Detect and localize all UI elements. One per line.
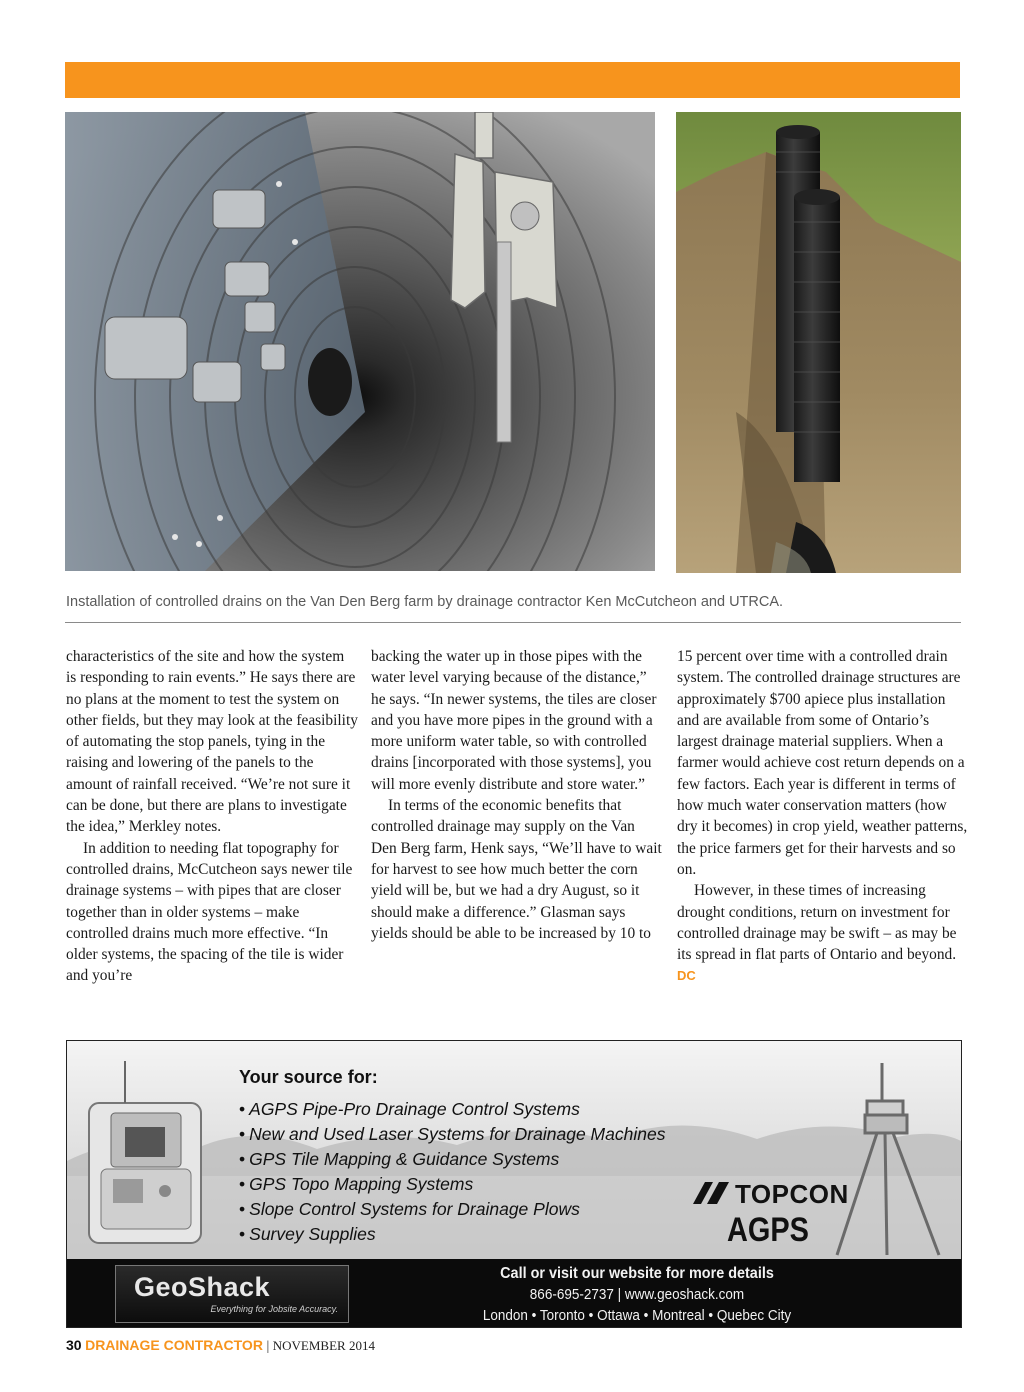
bullet: •: [239, 1174, 246, 1194]
caption-divider: [65, 622, 961, 623]
page-footer: [66, 1337, 375, 1355]
ad-contact-info: [447, 1263, 827, 1326]
photo-trench-pipes: [676, 112, 961, 573]
article-column-1: [66, 646, 358, 987]
contact-locations: London • Toronto • Ottawa • Montreal • Quebec City: [482, 1307, 792, 1324]
ad-service-label: GPS Tile Mapping & Guidance Systems: [249, 1149, 560, 1169]
ad-contact-bar: [67, 1259, 961, 1327]
issue-date: NOVEMBER 2014: [272, 1338, 375, 1353]
article-paragraph: 15 percent over time with a controlled drain system. The controlled drainage structures are approximately $700 apiece plus installation and are available from some of Ontario’s largest drainage material suppliers. When a farmer would achieve cost return depends on a few factors. Each year is different in terms of how much water conservation matters (how dry it becomes) in crop yield, weather patterns, the price farmers get for their harvests and so on.: [677, 648, 968, 878]
page-number: 30: [66, 1337, 82, 1353]
article-column-2: [371, 646, 663, 944]
footer-separator: |: [266, 1339, 270, 1354]
bullet: •: [239, 1149, 246, 1169]
geoshack-logo: [115, 1265, 349, 1323]
ad-service-label: New and Used Laser Systems for Drainage Machines: [249, 1124, 666, 1144]
ad-service-item: [239, 1097, 665, 1122]
ad-service-label: AGPS Pipe-Pro Drainage Control Systems: [249, 1099, 580, 1119]
article-paragraph: characteristics of the site and how the system is responding to rain events.” He says there are no plans at the moment to test the system on other fields, but they may look at the feasibility of automating the stop panels, tying in the raising and lowering of the panels to the amount of rainfall received. “We’re not sure it can be done, but there are plans to investigate the idea,” Merkley notes.: [66, 648, 358, 836]
ad-service-item: [239, 1222, 665, 1247]
article-paragraph: [677, 880, 969, 986]
ad-service-label: GPS Topo Mapping Systems: [249, 1174, 474, 1194]
photo-drain-interior: [65, 112, 655, 571]
bullet: •: [239, 1099, 246, 1119]
ad-service-label: Slope Control Systems for Drainage Plows: [249, 1199, 580, 1219]
topcon-logo-text: TOPCON: [735, 1179, 849, 1209]
geoshack-advertisement[interactable]: [66, 1040, 962, 1328]
article-paragraph: In addition to needing flat topography for controlled drains, McCutcheon says newer tile drainage systems – with pipes that are closer together than in older systems – make controlled drains much more effective. “In older systems, the spacing of the tile is wider and you’re: [66, 839, 353, 985]
orange-header-bar: [65, 62, 960, 98]
bullet: •: [239, 1199, 246, 1219]
topcon-swoosh-icon: [691, 1180, 731, 1206]
geoshack-logo-text: GeoShack: [134, 1272, 271, 1302]
ad-services-list: [239, 1097, 665, 1247]
article-column-3: [677, 646, 969, 987]
ad-service-label: Survey Supplies: [249, 1224, 376, 1244]
agps-logo: AGPS: [727, 1211, 809, 1249]
ad-heading: Your source for:: [239, 1067, 378, 1087]
article-paragraph-text: However, in these times of increasing drought conditions, return on investment for controlled drainage may be swift – as may be its spread in flat parts of Ontario and beyond.: [677, 882, 957, 964]
ad-service-item: [239, 1172, 665, 1197]
end-mark: DC: [677, 968, 696, 984]
article-paragraph: backing the water up in those pipes with the water level varying because of the distance,” he says. “In newer systems, the tiles are closer and you have more pipes in the ground with a more uniform water table, so with controlled drains [incorporated with those systems], you will more evenly distribute and store water.”: [371, 648, 657, 793]
photo-caption: Installation of controlled drains on the Van Den Berg farm by drainage contractor Ken McCutcheon and UTRCA.: [66, 594, 784, 610]
topcon-logo: [691, 1179, 849, 1210]
contact-phone-website[interactable]: 866-695-2737 | www.geoshack.com: [529, 1286, 745, 1303]
geoshack-tagline: Everything for Jobsite Accuracy.: [210, 1304, 338, 1314]
contact-callout: Call or visit our website for more details: [500, 1265, 774, 1282]
bullet: •: [239, 1224, 246, 1244]
ad-service-item: [239, 1147, 665, 1172]
article-paragraph: In terms of the economic benefits that controlled drainage may supply on the Van Den Berg farm, Henk says, “We’ll have to wait for harvest to see how much better the corn yield will be, but we had a dry August, so it should make a difference.” Glasman says yields should be able to be increased by 10 to: [371, 797, 662, 942]
ad-service-item: [239, 1197, 665, 1222]
bullet: •: [239, 1124, 246, 1144]
ad-service-item: [239, 1122, 665, 1147]
magazine-name: DRAINAGE CONTRACTOR: [85, 1337, 263, 1353]
